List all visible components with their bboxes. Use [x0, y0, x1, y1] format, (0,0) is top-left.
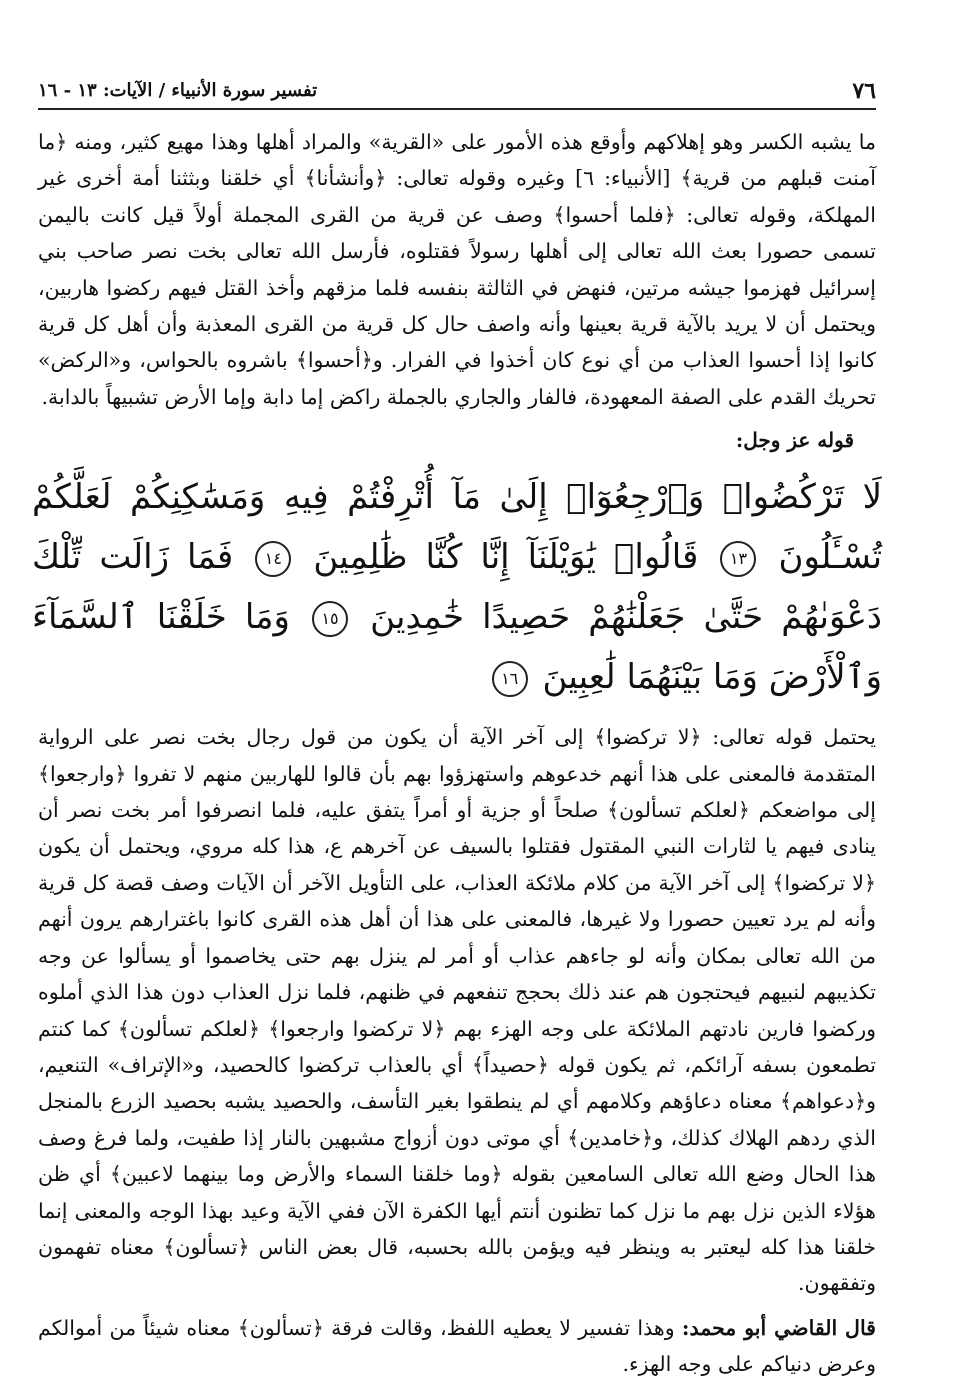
- verse-intro: قوله عز وجل:: [735, 428, 854, 453]
- commentary-paragraph-3: [38, 1310, 876, 1383]
- speaker-text: وهذا تفسير لا يعطيه اللفظ، وقالت فرقة ﴿تسألون﴾ معناه شيئاً من أموالكم وعرض دنياكم على وجه الهزء.: [38, 1315, 876, 1377]
- commentary-paragraph-2: يحتمل قوله تعالى: ﴿لا تركضوا﴾ إلى آخر الآية أن يكون من قول رجال بخت نصر على الرواية المتقدمة فالمعنى على هذا أنهم خدعوهم واستهزؤوا بهم بأن قالوا للهاربين منهم لا تفروا ﴿وارجعوا﴾ إلى مواضعكم ﴿لعلكم تسألون﴾ صلحاً أو جزية أو أمراً يتفق عليه، فلما انصرفوا أمر بخت نصر أن ينادى فيهم يا لثارات النبي المقتول فقتلوا بالسيف عن آخرهم ع، هذا كله مروي، ويحتمل أن يكون ﴿لا تركضوا﴾ إلى آخر الآية من كلام ملائكة العذاب، على التأويل الآخر أن الآيات وصف قصة كل قرية وأنه لم يرد تعيين حصورا ولا غيرها، فالمعنى على هذا أن أهل هذه القرى كانوا باغترارهم يرون أنهم من الله تعالى بمكان وأنه لو جاءهم عذاب أو أمر لم ينزل بهم حتى يخاصموا أو يسألوا عن وجه تكذيبهم لنبيهم فيحتجون هم عند ذلك بحجج تنفعهم في ظنهم، فلما نزل العذاب دون هذا الذي أملوه وركضوا فارين نادتهم الملائكة على وجه الهزء بهم ﴿لا تركضوا وارجعوا﴾ ﴿لعلكم تسألون﴾ كما كنتم تطمعون بسفه آرائكم، ثم يكون قوله ﴿حصيداً﴾ أي بالعذاب تركضوا كالحصيد، و«الإتراف» التنعيم، و﴿دعواهم﴾ معناه دعاؤهم وكلامهم أي لم ينطقوا بغير التأسف، والحصيد يشبه بحصيد الزرع بالمنجل الذي ردهم الهلاك كذلك، و﴿خامدين﴾ أي موتى دون أزواج مشبهين بالنار إذا طفيت، ولما فرغ وصف هذا الحال وضع الله تعالى السامعين بقوله ﴿وما خلقنا السماء والأرض وما بينهما لاعبين﴾ أي ظن هؤلاء الذين نزل بهم ما نزل كما تظنون أنتم أيها الكفرة الآن ففي الآية وعيد بهذا الوجه والمعنى إنما خلقنا هذا كله ليعتبر به وينظر فيه ويؤمن بالله بحسبه، قال بعض الناس ﴿تسألون﴾ معناه تفهمون وتفقهون.: [38, 725, 876, 1296]
- verse-13-text: لَا تَرْكُضُوا۟ وَٱرْجِعُوٓا۟ إِلَىٰ مَآ أُتْرِفْتُمْ فِيهِ وَمَسَٰكِنِكُمْ لَعَلَّكُمْ تُسْـَٔلُونَ: [32, 477, 883, 578]
- verse-14-text: قَالُوا۟ يَٰوَيْلَنَآ إِنَّا كُنَّا ظَٰلِمِينَ: [313, 537, 699, 578]
- running-title: تفسير سورة الأنبياء / الآيات: ١٣ - ١٦: [38, 80, 318, 101]
- quran-verse-block: [32, 467, 882, 707]
- ayah-marker-14: ١٤: [255, 541, 291, 577]
- verse-15-text: فَمَا زَالَت تِّلْكَ دَعْوَىٰهُمْ حَتَّىٰ جَعَلْنَٰهُمْ حَصِيدًا خَٰمِدِينَ: [32, 537, 883, 638]
- speaker-label: قال القاضي أبو محمد:: [681, 1315, 876, 1340]
- page-number: ٧٦: [852, 78, 876, 104]
- running-header: [38, 78, 876, 110]
- ayah-marker-16: ١٦: [492, 661, 528, 697]
- ayah-marker-13: ١٣: [720, 541, 756, 577]
- ayah-marker-15: ١٥: [312, 601, 348, 637]
- verse-16-text: وَمَا خَلَقْنَا ٱلسَّمَآءَ وَٱلْأَرْضَ وَمَا بَيْنَهُمَا لَٰعِبِينَ: [32, 597, 882, 698]
- document-page: [32, 78, 883, 1383]
- commentary-paragraph-1: ما يشبه الكسر وهو إهلاكهم وأوقع هذه الأمور على «القرية» والمراد أهلها وهذا مهيع كثير، ومنه ﴿ما آمنت قبلهم من قرية﴾ [الأنبياء: ٦] وغيره وقوله تعالى: ﴿وأنشأنا﴾ أي خلقنا وبثثنا أمة أخرى غير المهلكة، وقوله تعالى: ﴿فلما أحسوا﴾ وصف عن قرية من القرى المجملة أولاً قيل كانت باليمن تسمى حصورا بعث الله تعالى إلى أهلها رسولاً فقتلوه، فأرسل الله تعالى بخت نصر صاحب بني إسرائيل فهزموا جيشه مرتين، فنهض في الثالثة بنفسه فلما مزقهم وأخذ القتل فيهم ركضوا هاربين، ويحتمل أن لا يريد بالآية قرية بعينها وأنه واصف حال كل قرية من القرى المعذبة وأن أهل كل قرية كانوا إذا أحسوا العذاب من أي نوع كان أخذوا في الفرار. و﴿أحسوا﴾ باشروه بالحواس، و«الركض» تحريك القدم على الصفة المعهودة، فالفار والجاري بالجملة راكض إما دابة وإما الأرض تشبيهاً بالدابة.: [38, 130, 876, 409]
